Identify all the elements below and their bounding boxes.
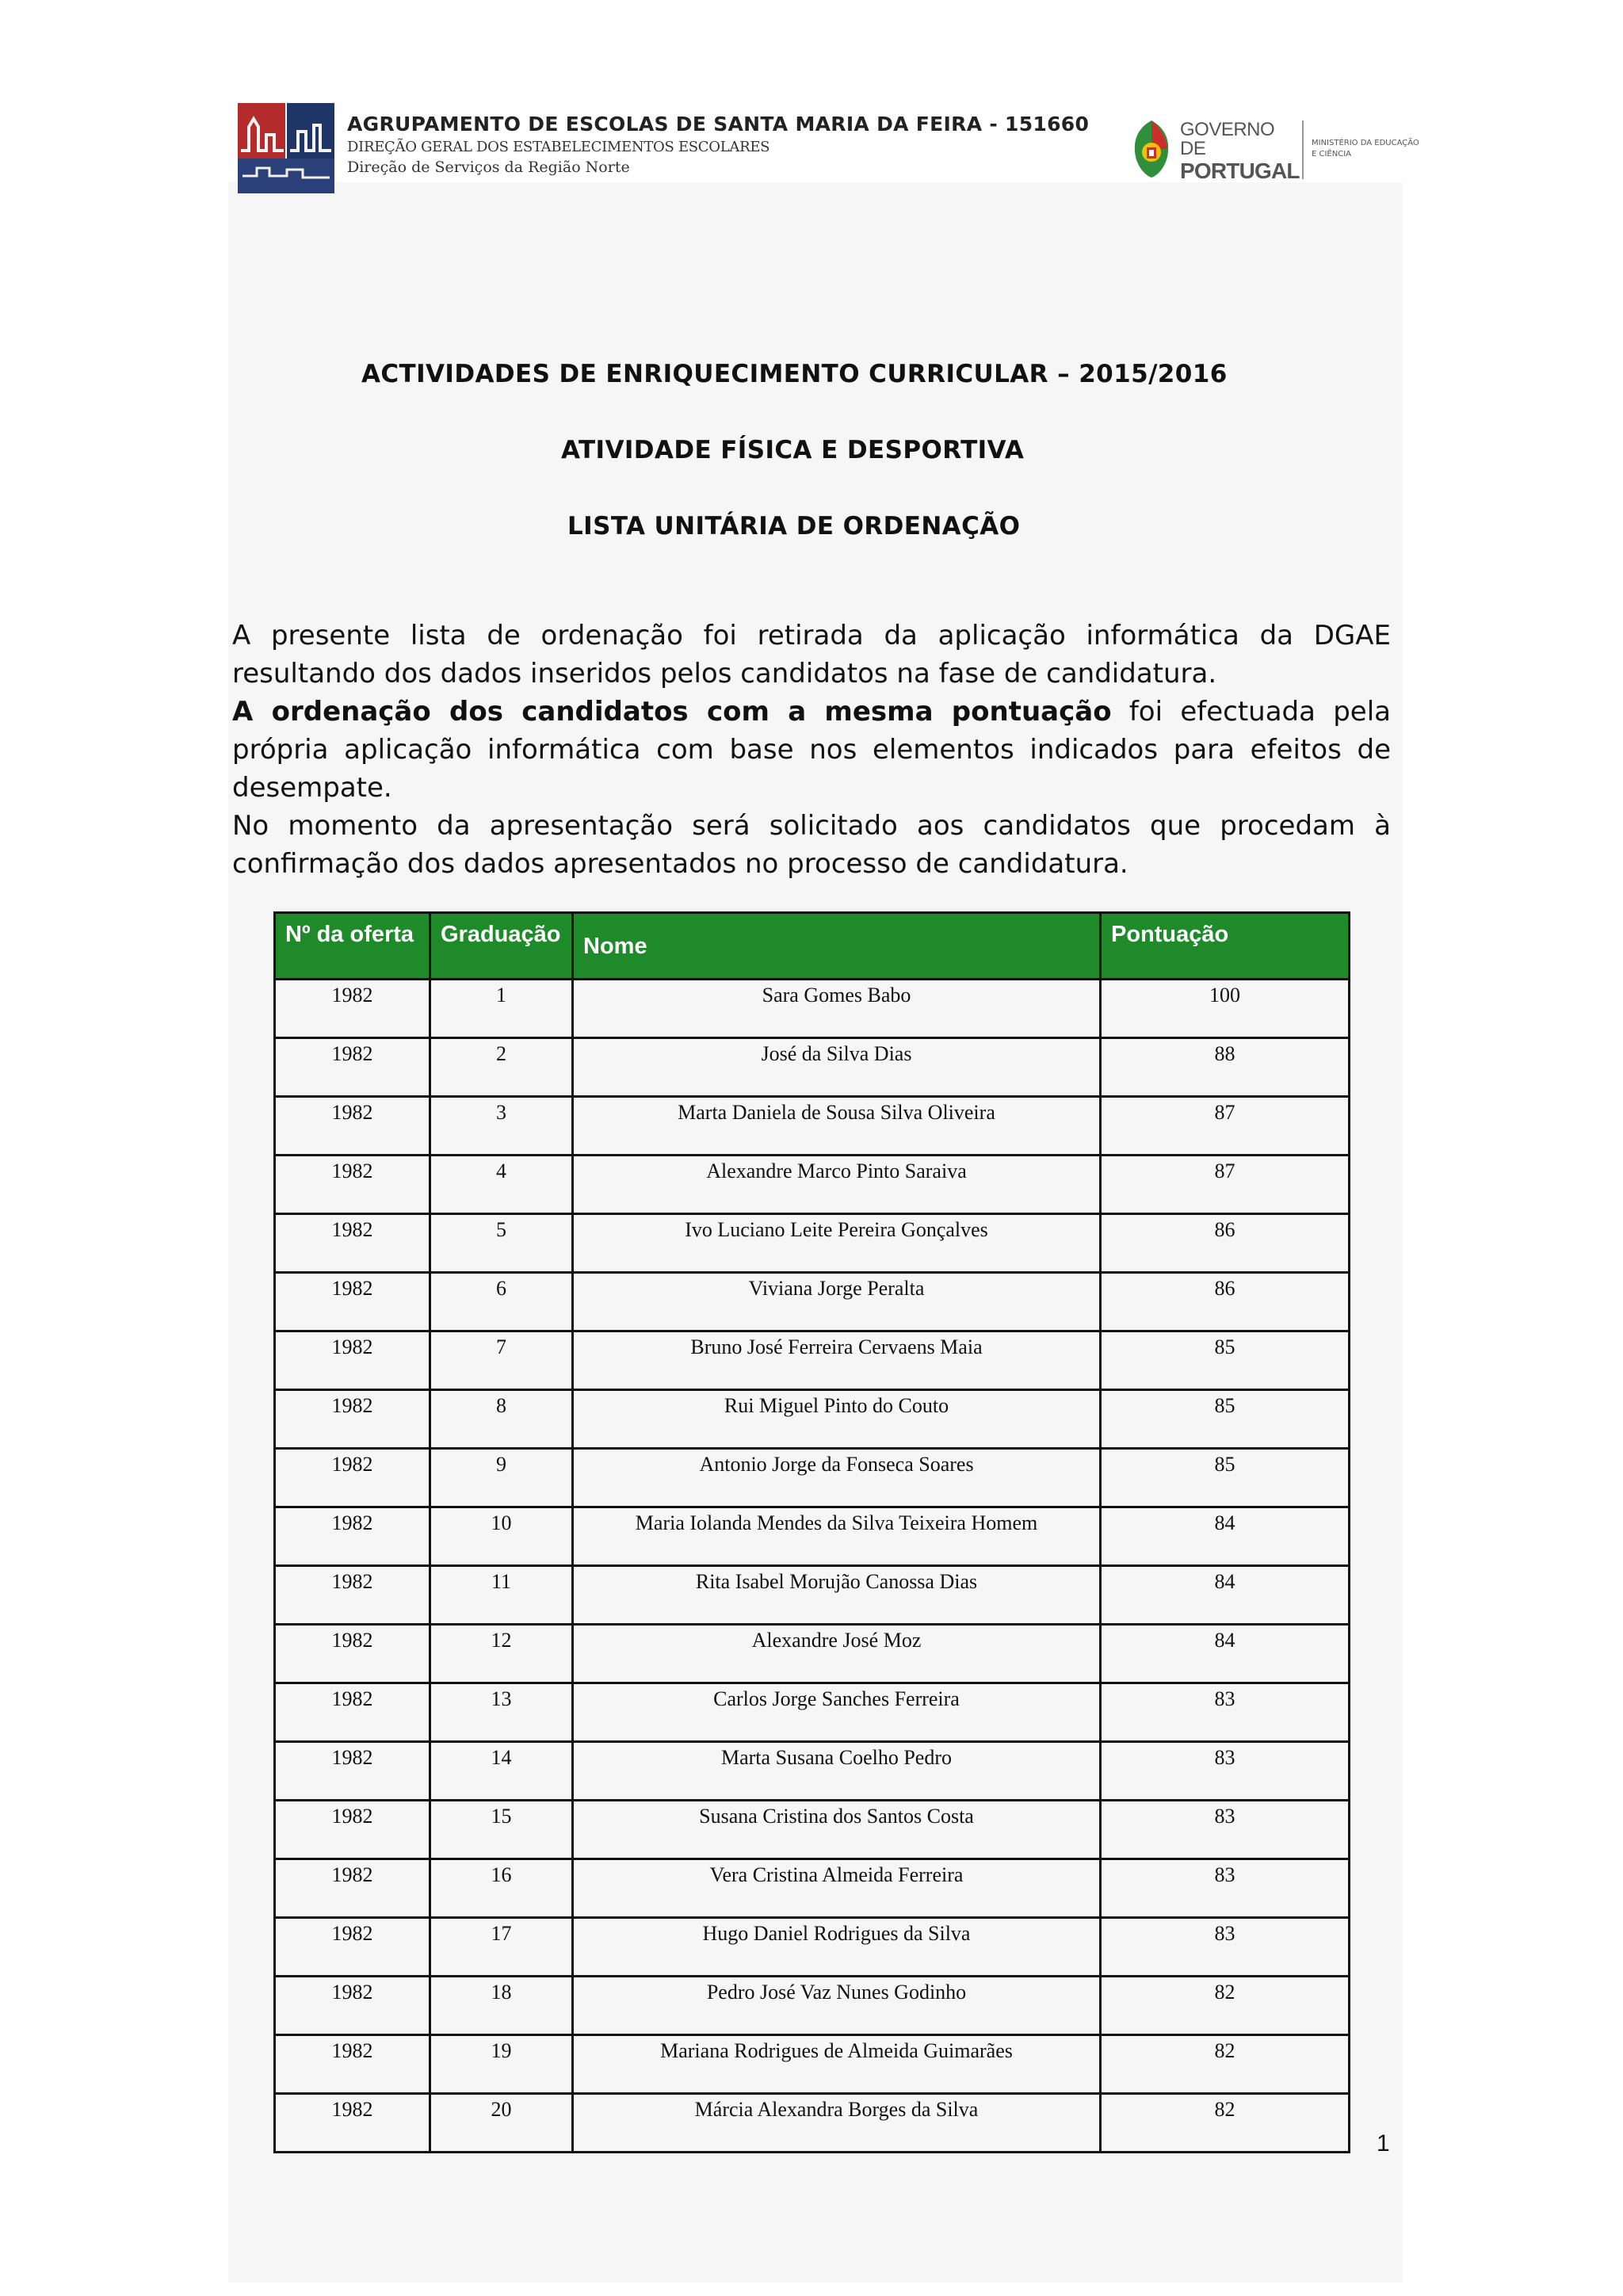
cell-nome: Carlos Jorge Sanches Ferreira	[573, 1683, 1101, 1742]
ministry-name: MINISTÉRIO DA EDUCAÇÃO E CIÊNCIA	[1312, 139, 1419, 159]
cell-nome: Rita Isabel Morujão Canossa Dias	[573, 1566, 1101, 1625]
cell-pontuacao: 84	[1101, 1625, 1350, 1683]
cell-pontuacao: 83	[1101, 1918, 1350, 1977]
table-row	[275, 2094, 1350, 2153]
cell-oferta: 1982	[275, 2094, 430, 2153]
table-row	[275, 1507, 1350, 1566]
cell-graduacao: 6	[430, 1273, 573, 1331]
intro-paragraph-3: No momento da apresentação será solicitado aos candidatos que procedam à confirmação dos dados apresentados no processo de candidatura.	[232, 810, 1391, 880]
table-row	[275, 1683, 1350, 1742]
cell-nome: Mariana Rodrigues de Almeida Guimarães	[573, 2035, 1101, 2094]
cell-graduacao: 9	[430, 1449, 573, 1507]
list-title: LISTA UNITÁRIA DE ORDENAÇÃO	[567, 512, 1021, 541]
table-row	[275, 1331, 1350, 1390]
cell-oferta: 1982	[275, 1625, 430, 1683]
table-row	[275, 1918, 1350, 1977]
cell-nome: Vera Cristina Almeida Ferreira	[573, 1859, 1101, 1918]
cell-pontuacao: 86	[1101, 1214, 1350, 1273]
intro-paragraph-1: A presente lista de ordenação foi retirada da aplicação informática da DGAE resultando dos dados inseridos pelos candidatos na fase de candidatura.	[232, 620, 1391, 690]
cell-pontuacao: 85	[1101, 1390, 1350, 1449]
intro-text	[232, 617, 1391, 883]
school-logo	[238, 103, 334, 193]
cell-nome: Viviana Jorge Peralta	[573, 1273, 1101, 1331]
cell-nome: Bruno José Ferreira Cervaens Maia	[573, 1331, 1101, 1390]
cell-nome: José da Silva Dias	[573, 1038, 1101, 1097]
table-row	[275, 1859, 1350, 1918]
intro-paragraph-2-bold: A ordenação dos candidatos com a mesma pontuação	[232, 696, 1112, 728]
cell-oferta: 1982	[275, 1683, 430, 1742]
cell-graduacao: 20	[430, 2094, 573, 2153]
document-header	[238, 103, 1419, 198]
table-body	[275, 980, 1350, 2153]
government-wordmark	[1180, 120, 1300, 182]
cell-nome: Pedro José Vaz Nunes Godinho	[573, 1977, 1101, 2035]
table-row	[275, 980, 1350, 1038]
intro-paragraph-2-rest: foi efectuada pela própria aplicação informática com base nos elementos indicados para efeitos de desempate.	[232, 696, 1391, 804]
directorate-name: DIREÇÃO GERAL DOS ESTABELECIMENTOS ESCOLARES	[347, 139, 770, 155]
cell-nome: Márcia Alexandra Borges da Silva	[573, 2094, 1101, 2153]
cell-pontuacao: 100	[1101, 980, 1350, 1038]
regional-service-name: Direção de Serviços da Região Norte	[347, 159, 630, 176]
document-title: ACTIVIDADES DE ENRIQUECIMENTO CURRICULAR – 2015/2016	[361, 360, 1228, 388]
cell-oferta: 1982	[275, 1566, 430, 1625]
cell-oferta: 1982	[275, 1038, 430, 1097]
cell-pontuacao: 83	[1101, 1742, 1350, 1801]
intro-paragraph-2	[232, 693, 1391, 807]
cell-graduacao: 5	[430, 1214, 573, 1273]
cell-pontuacao: 84	[1101, 1507, 1350, 1566]
cell-graduacao: 7	[430, 1331, 573, 1390]
cell-oferta: 1982	[275, 1097, 430, 1156]
cell-oferta: 1982	[275, 1449, 430, 1507]
cell-pontuacao: 87	[1101, 1156, 1350, 1214]
column-header-graduacao: Graduação	[430, 913, 573, 980]
school-name-block	[347, 113, 1089, 176]
column-header-nome: Nome	[573, 913, 1101, 980]
cell-graduacao: 15	[430, 1801, 573, 1859]
cell-pontuacao: 83	[1101, 1859, 1350, 1918]
cell-graduacao: 19	[430, 2035, 573, 2094]
cell-oferta: 1982	[275, 1859, 430, 1918]
government-wordmark-line1: GOVERNO DE	[1180, 119, 1275, 159]
cell-pontuacao: 85	[1101, 1449, 1350, 1507]
cell-oferta: 1982	[275, 1273, 430, 1331]
cell-graduacao: 10	[430, 1507, 573, 1566]
cell-nome: Rui Miguel Pinto do Couto	[573, 1390, 1101, 1449]
table-row	[275, 1390, 1350, 1449]
portugal-emblem-icon	[1129, 117, 1174, 181]
cell-graduacao: 13	[430, 1683, 573, 1742]
cell-nome: Susana Cristina dos Santos Costa	[573, 1801, 1101, 1859]
cell-oferta: 1982	[275, 1918, 430, 1977]
activity-title: ATIVIDADE FÍSICA E DESPORTIVA	[561, 436, 1025, 464]
table-row	[275, 1977, 1350, 2035]
cell-pontuacao: 88	[1101, 1038, 1350, 1097]
cell-oferta: 1982	[275, 1801, 430, 1859]
cell-pontuacao: 87	[1101, 1097, 1350, 1156]
table-row	[275, 1214, 1350, 1273]
cell-graduacao: 1	[430, 980, 573, 1038]
government-wordmark-line2: PORTUGAL	[1180, 159, 1300, 183]
cell-pontuacao: 86	[1101, 1273, 1350, 1331]
table-row	[275, 1801, 1350, 1859]
cell-oferta: 1982	[275, 1977, 430, 2035]
cell-graduacao: 2	[430, 1038, 573, 1097]
cell-pontuacao: 84	[1101, 1566, 1350, 1625]
cell-pontuacao: 85	[1101, 1331, 1350, 1390]
cell-graduacao: 16	[430, 1859, 573, 1918]
table-row	[275, 1566, 1350, 1625]
cell-nome: Antonio Jorge da Fonseca Soares	[573, 1449, 1101, 1507]
cell-oferta: 1982	[275, 1214, 430, 1273]
table-row	[275, 1097, 1350, 1156]
cell-nome: Hugo Daniel Rodrigues da Silva	[573, 1918, 1101, 1977]
cell-pontuacao: 82	[1101, 2094, 1350, 2153]
cell-nome: Maria Iolanda Mendes da Silva Teixeira Homem	[573, 1507, 1101, 1566]
table-row	[275, 1273, 1350, 1331]
cell-graduacao: 18	[430, 1977, 573, 2035]
cell-graduacao: 11	[430, 1566, 573, 1625]
cell-nome: Marta Susana Coelho Pedro	[573, 1742, 1101, 1801]
column-header-oferta: Nº da oferta	[275, 913, 430, 980]
cell-oferta: 1982	[275, 2035, 430, 2094]
cell-oferta: 1982	[275, 1390, 430, 1449]
cell-graduacao: 8	[430, 1390, 573, 1449]
cell-oferta: 1982	[275, 1742, 430, 1801]
table-header-row	[275, 913, 1350, 980]
cell-graduacao: 14	[430, 1742, 573, 1801]
cell-pontuacao: 83	[1101, 1801, 1350, 1859]
cell-oferta: 1982	[275, 980, 430, 1038]
cell-graduacao: 17	[430, 1918, 573, 1977]
cell-graduacao: 3	[430, 1097, 573, 1156]
column-header-pontuacao: Pontuação	[1101, 913, 1350, 980]
table-row	[275, 1038, 1350, 1097]
cell-graduacao: 12	[430, 1625, 573, 1683]
table-row	[275, 1449, 1350, 1507]
candidate-ranking-table	[273, 911, 1350, 2153]
cell-oferta: 1982	[275, 1507, 430, 1566]
school-name: AGRUPAMENTO DE ESCOLAS DE SANTA MARIA DA FEIRA - 151660	[347, 113, 1090, 136]
cell-pontuacao: 82	[1101, 2035, 1350, 2094]
cell-oferta: 1982	[275, 1331, 430, 1390]
table-row	[275, 1742, 1350, 1801]
cell-oferta: 1982	[275, 1156, 430, 1214]
table-row	[275, 1625, 1350, 1683]
table-row	[275, 1156, 1350, 1214]
cell-nome: Alexandre José Moz	[573, 1625, 1101, 1683]
logo-divider	[1302, 120, 1304, 179]
cell-graduacao: 4	[430, 1156, 573, 1214]
cell-nome: Alexandre Marco Pinto Saraiva	[573, 1156, 1101, 1214]
page-number: 1	[1377, 2130, 1390, 2157]
cell-nome: Ivo Luciano Leite Pereira Gonçalves	[573, 1214, 1101, 1273]
cell-pontuacao: 83	[1101, 1683, 1350, 1742]
cell-nome: Sara Gomes Babo	[573, 980, 1101, 1038]
cell-pontuacao: 82	[1101, 1977, 1350, 2035]
table-row	[275, 2035, 1350, 2094]
cell-nome: Marta Daniela de Sousa Silva Oliveira	[573, 1097, 1101, 1156]
